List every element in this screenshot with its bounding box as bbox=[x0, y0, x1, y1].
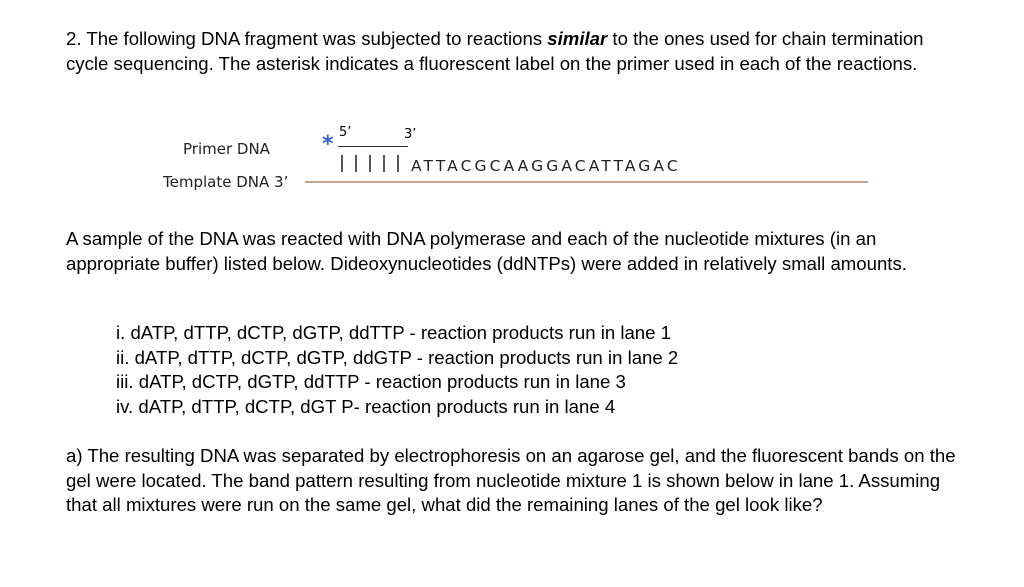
primer-strand-line bbox=[338, 146, 408, 147]
base-pair-bond bbox=[355, 155, 357, 172]
template-3-prime-end: 3’ bbox=[274, 173, 289, 191]
emphasis-similar: similar bbox=[547, 28, 608, 49]
fluorescent-label-asterisk: * bbox=[322, 132, 334, 157]
mixture-item-3: iii. dATP, dCTP, dGTP, ddTTP - reaction products run in lane 3 bbox=[116, 371, 626, 392]
base-pair-bond bbox=[397, 155, 399, 172]
question-intro-start: 2. The following DNA fragment was subjected to reactions bbox=[66, 28, 548, 49]
question-intro-end: to the ones used for chain termination cycle sequencing. The asterisk indicates a fluorescent label on the primer used in each of the reactions. bbox=[66, 28, 924, 74]
template-dna-label-text: Template DNA bbox=[163, 173, 270, 191]
part-a-question: a) The resulting DNA was separated by electrophoresis on an agarose gel, and the fluorescent bands on the gel were located. The band pattern resulting from nucleotide mixture 1 is shown below in lane 1. Assuming that all mixtures were run on the same gel, what did the remaining lanes of the gel look like? bbox=[66, 445, 956, 515]
mixture-item-1: i. dATP, dTTP, dCTP, dGTP, ddTTP - reaction products run in lane 1 bbox=[116, 322, 671, 343]
primer-3-prime-end: 3’ bbox=[404, 127, 417, 142]
base-pair-bond bbox=[369, 155, 371, 172]
sample-paragraph: A sample of the DNA was reacted with DNA polymerase and each of the nucleotide mixtures (in an appropriate buffer) listed below. Dideoxynucleotides (ddNTPs) were added in relatively small amounts. bbox=[66, 228, 907, 274]
mixture-item-4: iv. dATP, dTTP, dCTP, dGT P- reaction products run in lane 4 bbox=[116, 395, 616, 417]
base-pair-bond bbox=[383, 155, 385, 172]
template-strand-line bbox=[305, 181, 868, 183]
template-dna-label bbox=[163, 173, 288, 191]
template-sequence: ATTACGCAAGGACATTAGAC bbox=[411, 157, 681, 175]
question-intro bbox=[66, 27, 966, 76]
primer-5-prime-end: 5’ bbox=[339, 125, 352, 140]
mixture-item-2: ii. dATP, dTTP, dCTP, dGTP, ddGTP - reaction products run in lane 2 bbox=[116, 346, 679, 368]
primer-dna-label: Primer DNA bbox=[183, 140, 270, 158]
base-pair-bond bbox=[341, 155, 343, 172]
nucleotide-mixture-list bbox=[116, 321, 678, 419]
